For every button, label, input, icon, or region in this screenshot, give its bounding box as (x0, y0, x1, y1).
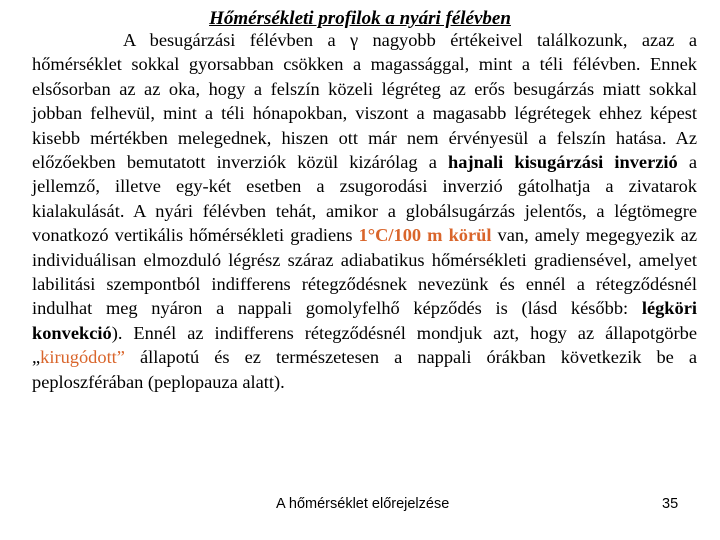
paragraph-text: állapotú és ez természetesen a nappali órákban következik be a peploszférában (peplopauza alatt). (32, 347, 697, 392)
slide-title: Hőmérsékleti profilok a nyári félévben (209, 8, 511, 29)
paragraph-text: A besugárzási félévben a γ nagyobb értékeivel találkozunk, azaz a hőmérséklet sokkal gyorsabban csökken a magassággal, mint a téli félévben. Ennek elsősorban az az oka, hogy a felszín közeli légréteg az erős besugárzás miatt sokkal jobban felhevül, mint a téli hónapokban, viszont a magasabb légrétegek ehhez képest kisebb mértékben melegednek, hiszen ott már nem érvényesül a felszín hatása. Az előzőekben bemutatott inverziók közül kizárólag a (32, 30, 697, 173)
paragraph-text: ). Ennél az indifferens rétegződésnél mondjuk azt, hogy az állapotgörbe „ (32, 322, 697, 368)
emphasis-konvekcio: légköri konvekció (32, 298, 697, 343)
emphasis-hajnali-inverzio: hajnali kisugárzási inverzió (448, 152, 678, 173)
page-number: 35 (662, 496, 679, 512)
paragraph-text: a jellemző, illetve egy-két esetben a zsugorodási inverzió gátolhatja a zivatarok kialakulását. A nyári félévben tehát, amikor a globálsugárzás jelentős, a légtömegre vonatkozó vertikális hőmérsékleti gradiens (32, 152, 697, 246)
paragraph-text: van, amely megegyezik az individuálisan elmozduló légrész száraz adiabatikus hőmérsékleti gradiensével, amelyet labilitási szempontból indifferens rétegződésnek nevezünk és ennél a rétegződésnél indulhat meg nyáron a nappali gomolyfelhő képződés is (lásd később: (32, 225, 698, 319)
body-paragraph (32, 28, 697, 394)
highlight-kirugodott: kirugódott” (40, 347, 125, 368)
emphasis-gradient-value: 1°C/100 m körül (358, 225, 492, 246)
footer-title: A hőmérséklet előrejelzése (276, 496, 450, 512)
